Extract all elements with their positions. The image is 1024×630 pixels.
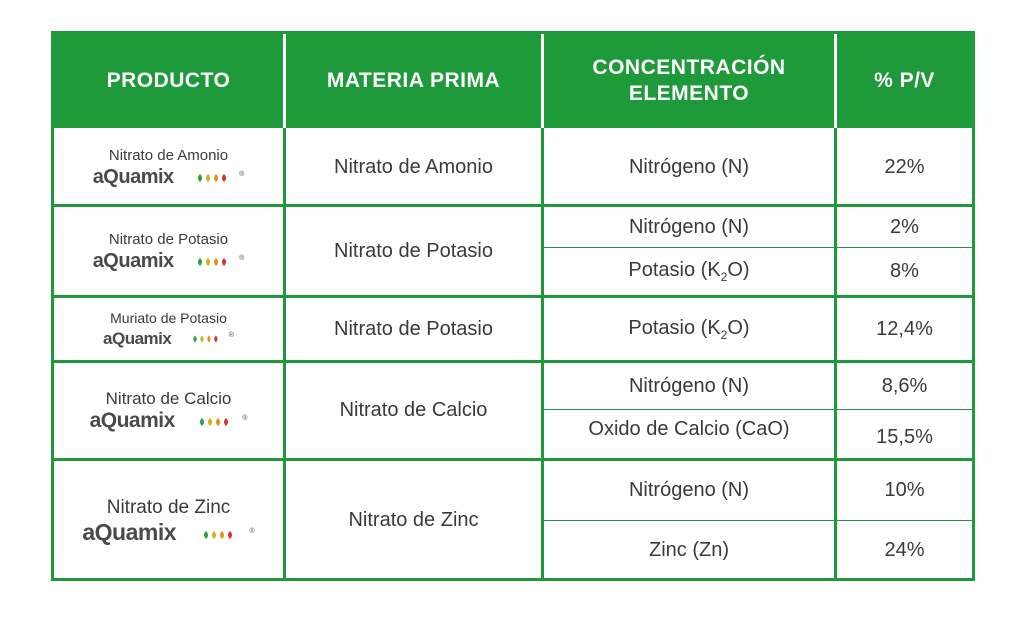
pct-text: 10% bbox=[884, 479, 925, 501]
element-text: Nitrógeno (N) bbox=[628, 215, 750, 238]
pct-text: 22% bbox=[884, 156, 925, 178]
element-text-post: O) bbox=[727, 316, 750, 339]
product-name: Nitrato de Potasio bbox=[108, 230, 229, 248]
header-label: PRODUCTO bbox=[106, 69, 231, 92]
materia-cell bbox=[286, 207, 541, 295]
element-text-pre: Potasio (K bbox=[628, 316, 721, 339]
element-cell bbox=[544, 248, 834, 295]
logo-trademark: ® bbox=[242, 415, 248, 422]
pct-cell bbox=[837, 131, 972, 204]
logo-wordmark: aQuamix bbox=[82, 519, 177, 545]
product-cell bbox=[54, 363, 283, 458]
materia-cell bbox=[286, 298, 541, 360]
product-name: Muriato de Potasio bbox=[110, 310, 227, 326]
aquamix-logo bbox=[93, 167, 245, 188]
product-name: Nitrato de Zinc bbox=[106, 497, 231, 518]
pct-text: 2% bbox=[890, 215, 919, 238]
pct-cell bbox=[837, 363, 972, 409]
header-label: MATERIA PRIMA bbox=[326, 69, 501, 92]
logo-wordmark: aQuamix bbox=[89, 409, 175, 432]
materia-text: Nitrato de Calcio bbox=[339, 399, 488, 421]
element-subscript: 2 bbox=[720, 327, 728, 342]
element-text: Oxido de Calcio (CaO) bbox=[588, 417, 790, 440]
logo-drops-icon bbox=[178, 173, 238, 183]
materia-cell bbox=[286, 363, 541, 458]
logo-drops-icon bbox=[176, 334, 228, 344]
pct-text: 15,5% bbox=[876, 425, 933, 448]
materia-cell bbox=[286, 461, 541, 580]
materia-text: Nitrato de Amonio bbox=[334, 156, 493, 178]
element-text bbox=[628, 317, 749, 342]
materia-text: Nitrato de Potasio bbox=[334, 239, 493, 262]
header-label: CONCENTRACIÓN ELEMENTO bbox=[592, 56, 786, 105]
element-cell bbox=[544, 461, 834, 520]
pct-text: 12,4% bbox=[876, 317, 933, 340]
element-cell bbox=[544, 410, 834, 448]
aquamix-logo bbox=[93, 251, 245, 272]
product-table bbox=[51, 31, 975, 581]
logo-trademark: ® bbox=[239, 254, 245, 262]
product-name: Nitrato de Amonio bbox=[108, 147, 229, 164]
element-text bbox=[628, 259, 749, 284]
header-producto bbox=[54, 34, 283, 128]
logo-wordmark: aQuamix bbox=[103, 329, 172, 348]
aquamix-logo bbox=[90, 411, 248, 432]
logo-wordmark: aQuamix bbox=[92, 166, 174, 188]
aquamix-logo bbox=[82, 521, 254, 545]
pct-cell bbox=[837, 521, 972, 580]
element-text: Nitrógeno (N) bbox=[628, 156, 750, 178]
element-text-pre: Potasio (K bbox=[628, 259, 721, 281]
element-subscript: 2 bbox=[720, 270, 728, 284]
logo-trademark: ® bbox=[249, 528, 255, 535]
header-pct bbox=[837, 34, 972, 128]
materia-text: Nitrato de Zinc bbox=[348, 509, 479, 531]
logo-drops-icon bbox=[180, 530, 248, 540]
element-text: Nitrógeno (N) bbox=[628, 479, 750, 501]
pct-text: 8,6% bbox=[881, 374, 928, 397]
header-divider bbox=[834, 34, 837, 128]
product-cell bbox=[54, 207, 283, 295]
element-cell bbox=[544, 363, 834, 409]
element-text: Zinc (Zn) bbox=[649, 539, 729, 561]
pct-cell bbox=[837, 248, 972, 295]
product-cell bbox=[54, 298, 283, 360]
pct-cell bbox=[837, 298, 972, 360]
pct-text: 8% bbox=[890, 260, 919, 282]
pct-text: 24% bbox=[884, 539, 925, 561]
product-cell bbox=[54, 131, 283, 204]
pct-cell bbox=[837, 461, 972, 520]
materia-text: Nitrato de Potasio bbox=[334, 317, 493, 340]
element-cell bbox=[544, 521, 834, 580]
element-cell bbox=[544, 131, 834, 204]
materia-cell bbox=[286, 131, 541, 204]
header-materia-prima bbox=[286, 34, 541, 128]
header-divider bbox=[541, 34, 544, 128]
aquamix-logo bbox=[103, 329, 234, 349]
element-cell bbox=[544, 207, 834, 247]
logo-trademark: ® bbox=[228, 332, 234, 339]
pct-cell bbox=[837, 410, 972, 458]
header-divider bbox=[283, 34, 286, 128]
logo-drops-icon bbox=[179, 417, 241, 427]
header-concentracion bbox=[544, 34, 834, 128]
product-cell bbox=[54, 461, 283, 580]
header-label: % P/V bbox=[874, 69, 935, 92]
element-text-post: O) bbox=[727, 259, 750, 281]
product-name: Nitrato de Calcio bbox=[105, 389, 232, 408]
logo-trademark: ® bbox=[239, 171, 245, 178]
pct-cell bbox=[837, 207, 972, 247]
element-text: Nitrógeno (N) bbox=[628, 374, 750, 397]
logo-drops-icon bbox=[178, 257, 238, 267]
logo-wordmark: aQuamix bbox=[92, 249, 174, 272]
element-cell bbox=[544, 298, 834, 360]
